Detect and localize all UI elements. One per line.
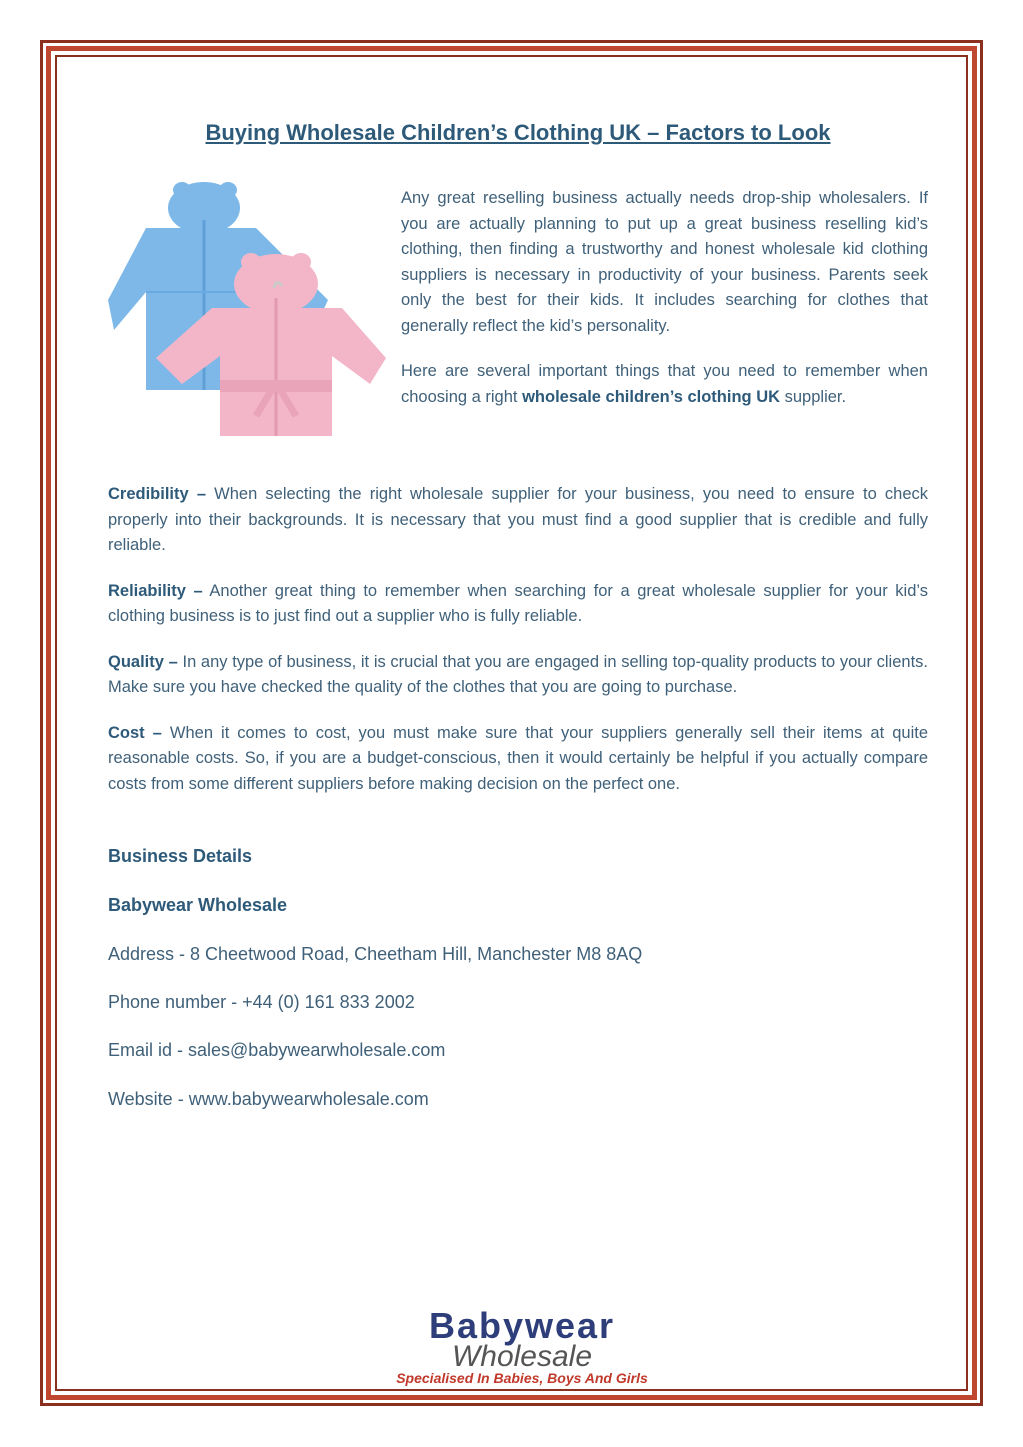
factor-label: Cost – [108,723,162,742]
intro-paragraph-2 [401,359,928,410]
factor-text: When selecting the right wholesale supplier for your business, you need to ensure to check properly into their backgrounds. It is necessary that you must find a good supplier that is credible and fully reliable. [108,485,928,554]
baby-bathrobes-image [106,180,386,442]
factor-reliability [108,579,928,630]
factors-list [108,482,928,817]
logo-tagline: Specialised In Babies, Boys And Girls [396,1370,648,1386]
factor-label: Credibility – [108,485,206,503]
factor-text: Another great thing to remember when searching for a great wholesale supplier for your kid’s clothing business is to just find out a supplier who is fully reliable. [108,581,929,625]
factor-text: When it comes to cost, you must make sure that your suppliers generally sell their items at quite reasonable costs. So, if you are a budget-conscious, then it would certainly be helpful if you actually compare costs from some different suppliers before making decision on the perfect one. [108,723,928,793]
intro-p2-end: supplier. [784,387,847,406]
business-name: Babywear Wholesale [108,895,288,915]
intro-section [401,186,928,410]
business-address: Address - 8 Cheetwood Road, Cheetham Hill, Manchester M8 8AQ [108,944,643,964]
page-title: Buying Wholesale Children’s Clothing UK – Factors to Look [205,120,831,145]
business-website: Website - www.babywearwholesale.com [108,1089,429,1109]
logo-line2: Wholesale [451,1340,593,1373]
intro-p2-text: Here are several important things that you need to remember when choosing a right [401,362,928,406]
business-phone: Phone number - +44 (0) 161 833 2002 [108,992,415,1012]
factor-quality [108,650,928,701]
factor-cost [108,721,928,798]
factor-label: Quality – [108,652,178,671]
factor-text: In any type of business, it is crucial that you are engaged in selling top-quality products to your clients. Make sure you have checked the quality of the clothes that you are going to purchase. [108,652,928,696]
business-details-heading: Business Details [108,846,253,866]
intro-paragraph: Any great reselling business actually needs drop-ship wholesalers. If you are actually planning to put up a great business reselling kid’s clothing, then finding a trustworthy and honest wholesale kid clothing suppliers is necessary in productivity of your business. Parents seek only the best for their kids. It includes searching for clothes that generally reflect the kid’s personality. [401,189,928,335]
babywear-logo [332,1308,712,1388]
factor-credibility [108,482,928,559]
keyword-highlight: wholesale children’s clothing UK [522,387,781,406]
business-email: Email id - sales@babywearwholesale.com [108,1040,446,1060]
factor-label: Reliability – [108,581,203,600]
logo-line1: Babywear [428,1308,616,1346]
